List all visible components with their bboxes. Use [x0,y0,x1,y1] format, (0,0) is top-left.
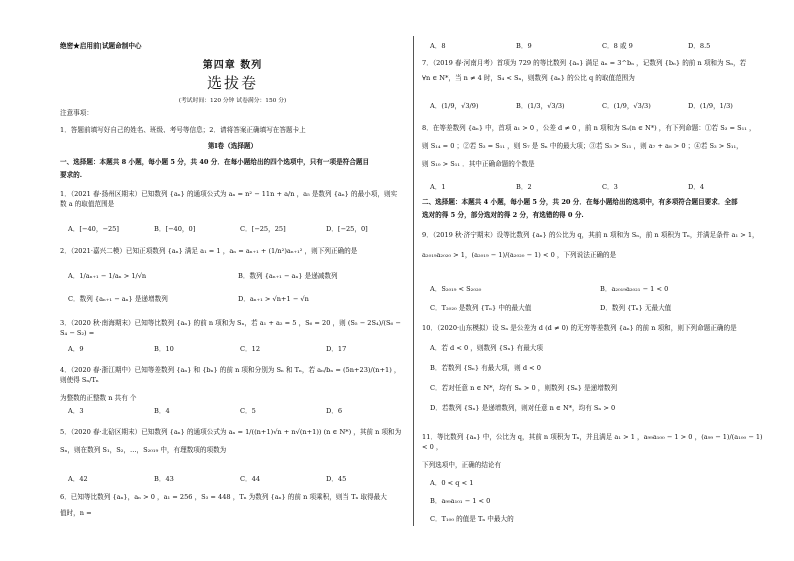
q11-text [422,432,767,524]
q6-options [430,40,774,50]
q9-option-c[interactable]: C．T₂₀₂₀ 是数列 {Tₙ} 中的最大值 [430,304,532,312]
q10-line1: 10．（2020·山东模拟）设 Sₙ 是公差为 d (d ≠ 0) 的无穷等差数列 {aₙ} 的前 n 项和，则下列命题正确的是 [422,324,737,332]
q1-line2: 数 a 的取值范围是 [60,200,115,208]
q5-line1: 5．（2020 春·北碚区期末）已知数列 {aₙ} 的通项公式为 aₙ = 1/((n+1)√n + n√(n+1)) (n ∈ N*) ，其前 n 项和为 [60,428,402,436]
chapter-title: 第四章 数列 [202,60,263,71]
q10-option-b[interactable]: B．若数列 {Sₙ} 有最大项，则 d < 0 [430,364,541,372]
q6-line1: 6．已知等比数列 {aₙ}，aₙ > 0 ，a₁ = 256 ，S₃ = 448 ，Tₙ 为数列 {aₙ} 的前 n 项乘积，则当 Tₙ 取得最大 [60,493,387,501]
secret-label: 绝密★启用前|试题命制中心 [60,42,142,50]
q4-line2: 为整数的正整数 n 共有 个 [60,394,137,402]
section2-text [422,197,767,220]
q9-line2: a₂₀₁₉a₂₀₂₀ > 1，(a₂₀₁₉ − 1)/(a₂₀₂₀ − 1) < 0 ，下列说法正确的是 [422,251,617,259]
q4-option-b[interactable]: B．4 [154,407,170,415]
q3-options [68,343,412,353]
q8-option-a[interactable]: A．1 [430,183,446,191]
q1-text [60,189,405,209]
notes-item: 1．答题前填写好自己的姓名、班级、考号等信息；2．请将答案正确填写在答题卡上 [60,126,306,134]
q7-option-c[interactable]: C．(1/9，√3/3) [602,102,651,110]
q4-option-a[interactable]: A．3 [68,407,84,415]
q1-option-d[interactable]: D．[−25，0] [326,225,368,233]
q6-line2: 值时，n = [60,509,92,517]
q9-options-row2 [430,302,770,312]
q10-option-c[interactable]: C．若对任意 n ∈ N*，均有 Sₙ > 0 ，则数列 {Sₙ} 是递增数列 [430,384,618,392]
notes-heading: 注意事项： [60,109,93,117]
q7-option-a[interactable]: A．(1/9，√3/9) [430,102,479,110]
q9-line1: 9．（2019 秋·济宁期末）设等比数列 {aₙ} 的公比为 q，其前 n 项和为 Sₙ，前 n 项积为 Tₙ，并满足条件 a₁ > 1， [422,231,759,239]
q5-option-c[interactable]: C．44 [240,475,261,483]
q1-option-a[interactable]: A．[−40，−25] [68,225,119,233]
q3-option-b[interactable]: B．10 [154,345,174,353]
q1-options [68,223,412,233]
q1-option-c[interactable]: C．[−25，25] [240,225,286,233]
q8-line1: 8．在等差数列 {aₙ} 中，首项 a₁ > 0 ，公差 d ≠ 0 ，前 n 项和为 Sₙ(n ∈ N*) ，有下列命题：①若 S₃ = S₁₁ ， [422,124,756,132]
q3-option-a[interactable]: A．9 [68,345,84,353]
section2-line1: 二、选择题：本题共 4 小题，每小题 5 分，共 20 分．在每小题给出的选项中，有多项符合题目要求．全部 [422,198,738,206]
q3-line1: 3．（2020 秋·南海期末）已知等比数列 {aₙ} 的前 n 项和为 Sₙ，若 a₁ + a₂ = 5 ，S₆ = 20 ，则 (S₅ − 2S₄)/(S₆ − S₄ − S₂) = [60,319,401,337]
q8-line2: 则 S₁₄ = 0 ；②若 S₃ = S₁₁ ，则 S₇ 是 Sₙ 中的最大项；③若 S₃ > S₁₁ ，则 a₇ + a₈ > 0 ；④若 S₃ > S₁₁， [422,142,743,150]
q5-text [60,427,405,455]
q8-line3: 则 S₁₀ > S₁₁ ．其中正确命题的个数是 [422,160,535,168]
q9-option-a[interactable]: A．S₂₀₁₉ < S₂₀₂₀ [430,285,482,293]
q7-line2: ∀n ∈ N*，当 n ≠ 4 时，S₄ < Sₙ，则数列 {aₙ} 的公比 q 的取值范围为 [422,74,635,82]
q2-option-a[interactable]: A．1/aₙ₊₁ − 1/aₙ > 1/√n [68,272,147,280]
q6-option-d[interactable]: D．8.5 [688,42,711,50]
q10-text [422,323,767,413]
q4-option-d[interactable]: D．6 [326,407,343,415]
part1-title: 第Ⅰ卷（选择题） [207,142,258,150]
q10-option-d[interactable]: D．若数列 {Sₙ} 是递增数列，则对任意 n ∈ N*，均有 Sₙ > 0 [430,404,616,412]
q1-option-b[interactable]: B．[−40，0] [154,225,196,233]
q7-option-b[interactable]: B．(1/3，√3/3) [516,102,565,110]
q4-options [68,405,412,415]
q10-option-a[interactable]: A．若 d < 0 ，则数列 {Sₙ} 有最大项 [430,344,543,352]
q9-option-b[interactable]: B．a₂₀₁₉a₂₀₂₁ − 1 < 0 [600,285,669,293]
q6-text [60,492,405,518]
q5-line2: Sₙ，则在数列 S₁，S₂，…，S₂₀₁₉ 中，有理数项的项数为 [60,446,227,454]
q11-line2: 下列选项中，正确的结论有 [422,461,502,469]
q3-option-d[interactable]: D．17 [326,345,347,353]
q7-line1: 7．（2019 春·河南月考）首项为 729 的等比数列 {aₙ} 满足 aₙ = 3^bₙ ，记数列 {bₙ} 的前 n 项和为 Sₙ，若 [422,59,747,67]
exam-title: 选拔卷 [206,74,258,92]
q9-text [422,230,767,260]
section1-line1: 一、选择题：本题共 8 小题，每小题 5 分，共 40 分．在每小题给出的四个选项中，只有一项是符合题目 [60,158,370,166]
q8-text [422,123,767,169]
q2-option-b[interactable]: B．数列 {aₙ₊₁ − aₙ} 是递减数列 [238,272,338,280]
q5-option-a[interactable]: A．42 [68,475,88,483]
q3-option-c[interactable]: C．12 [240,345,261,353]
q5-options [68,473,412,483]
q6-option-b[interactable]: B．9 [516,42,532,50]
q3-text [60,318,405,338]
q6-option-a[interactable]: A．8 [430,42,446,50]
q4-line1: 4．（2020 春·浙江期中）已知等差数列 {aₙ} 和 {bₙ} 的前 n 项和分别为 Sₙ 和 Tₙ，若 aₙ/bₙ = (5n+23)/(n+1) ，则使得 Sₙ/Tₙ [60,366,401,384]
q6-option-c[interactable]: C．8 或 9 [602,42,633,50]
section2-line2: 选对的得 5 分，部分选对的得 2 分，有选错的得 0 分. [422,211,584,219]
q11-line1: 11．等比数列 {aₙ} 中，公比为 q，其前 n 项积为 Tₙ，并且满足 a₁ > 1 ，a₉₉a₁₀₀ − 1 > 0 ，(a₉₉ − 1)/(a₁₀₀ − 1) < 0 ， [422,433,763,451]
q8-options [430,181,774,191]
q8-option-c[interactable]: C．3 [602,183,618,191]
q7-options [430,100,774,110]
q2-options-row2 [68,293,408,303]
q11-option-c[interactable]: C．T₁₀₀ 的值是 Tₙ 中最大的 [430,515,514,523]
q11-option-b[interactable]: B．a₉₉a₁₀₁ − 1 < 0 [430,497,491,505]
q8-option-b[interactable]: B．2 [516,183,532,191]
q7-option-d[interactable]: D．(1/9，1/3) [688,102,733,110]
q8-option-d[interactable]: D．4 [688,183,705,191]
q9-options-row1 [430,283,770,293]
exam-meta: (考试时间：120 分钟 试卷满分：150 分) [178,98,287,104]
q2-options-row1 [68,270,408,280]
q11-option-a[interactable]: A．0 < q < 1 [430,479,474,487]
q2-option-c[interactable]: C．数列 {aₙ₊₁ − aₙ} 是递增数列 [68,295,168,303]
q2-option-d[interactable]: D．aₙ₊₁ > √n+1 − √n [238,295,309,303]
q7-text [422,58,767,83]
q5-option-d[interactable]: D．45 [326,475,347,483]
q9-option-d[interactable]: D．数列 {Tₙ} 无最大值 [600,304,672,312]
q2-text [60,246,405,256]
q5-option-b[interactable]: B．43 [154,475,174,483]
q4-text [60,365,405,403]
section1-line2: 要求的. [60,171,83,179]
q2-line1: 2．（2021·嘉兴二模）已知正项数列 {aₙ} 满足 a₁ = 1 ，aₙ = aₙ₊₁ + (1/n²)aₙ₊₁² ，则下列正确的是 [60,247,358,255]
column-divider [413,36,414,526]
q4-option-c[interactable]: C．5 [240,407,256,415]
q1-line1: 1．（2021 春·扬州区期末）已知数列 {aₙ} 的通项公式为 aₙ = n² − 11n + a/n ，a₅ 是数列 {aₙ} 的最小项，则实 [60,190,398,198]
